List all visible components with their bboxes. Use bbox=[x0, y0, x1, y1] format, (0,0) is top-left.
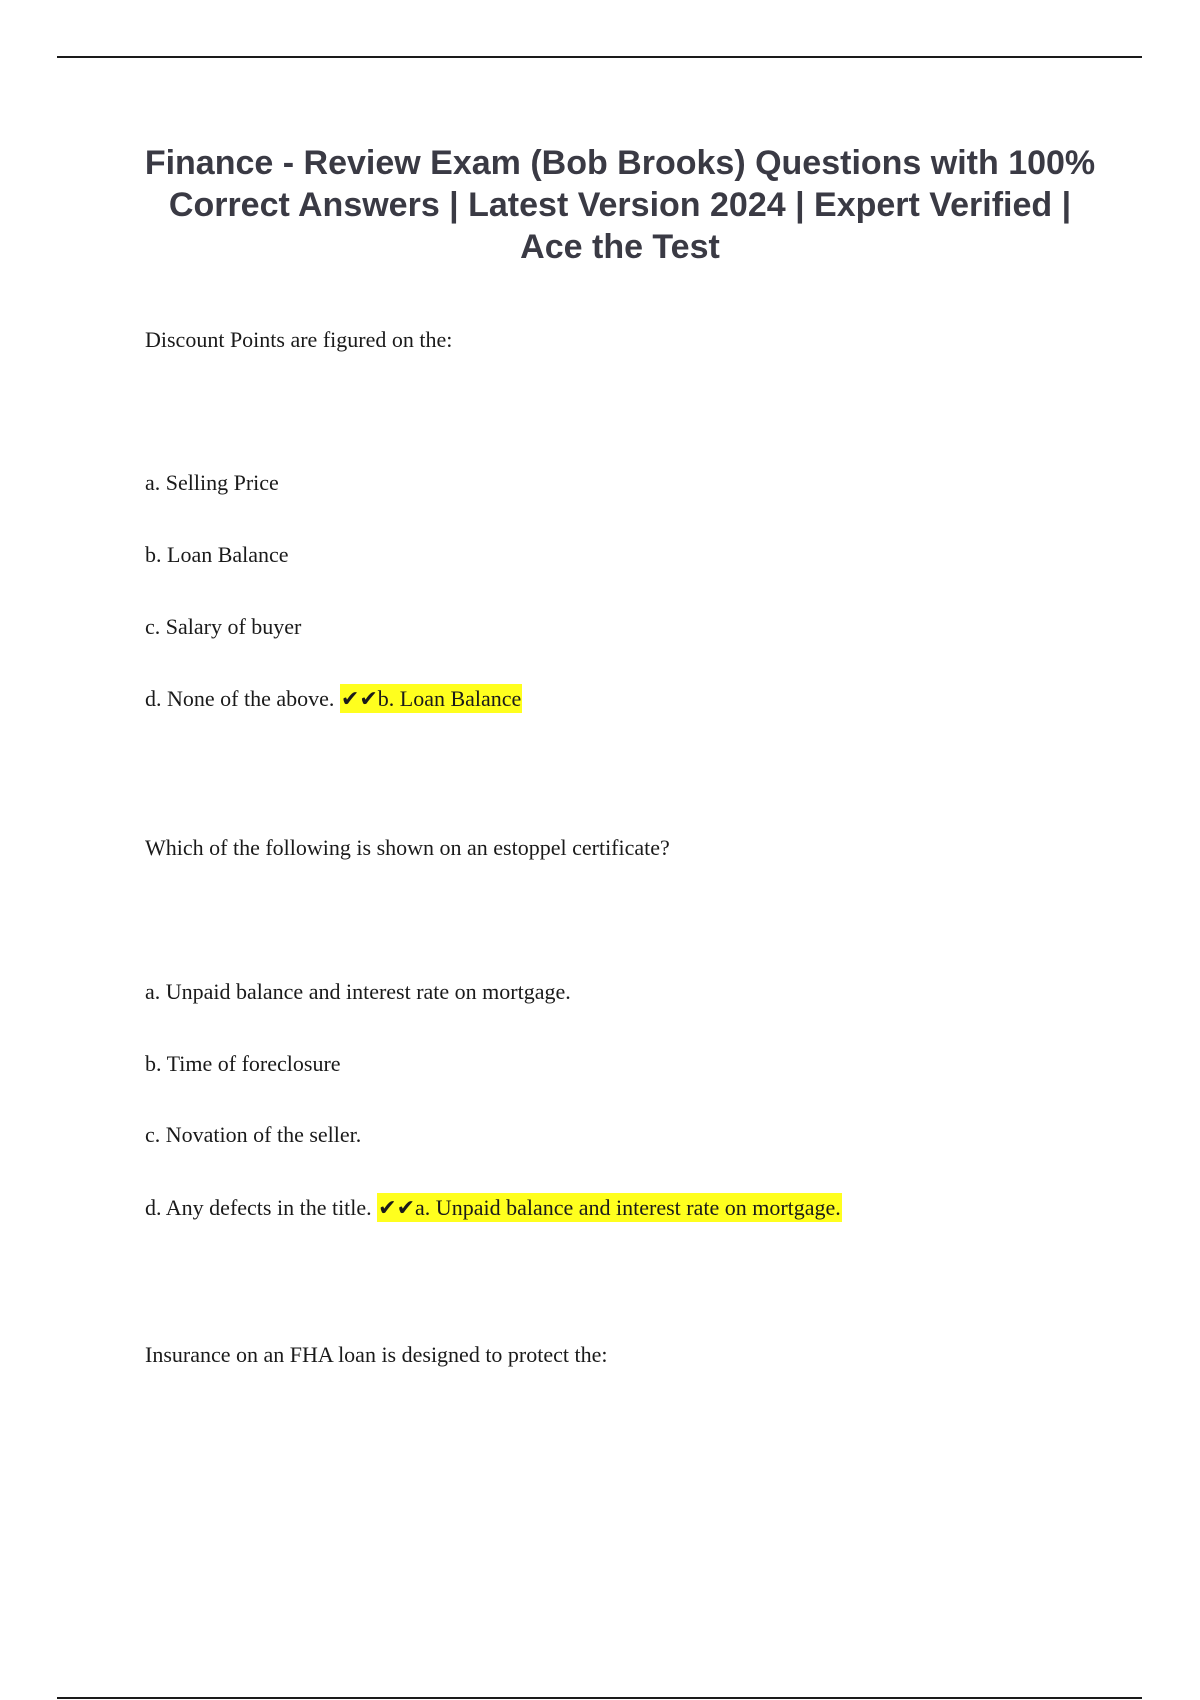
question-1-option-d-line bbox=[145, 685, 522, 713]
question-2-answer-highlight: ✔✔a. Unpaid balance and interest rate on mortgage. bbox=[378, 1195, 841, 1220]
question-1-option-d: d. None of the above. bbox=[145, 686, 335, 711]
question-2-option-d-line bbox=[145, 1194, 842, 1222]
question-1-option-c: c. Salary of buyer bbox=[145, 614, 302, 639]
question-1-answer-highlight: ✔✔b. Loan Balance bbox=[340, 686, 522, 711]
question-1-prompt: Discount Points are figured on the: bbox=[145, 327, 453, 352]
question-1-option-a: a. Selling Price bbox=[145, 470, 279, 495]
question-3-prompt: Insurance on an FHA loan is designed to protect the: bbox=[145, 1342, 608, 1367]
question-1-option-b: b. Loan Balance bbox=[145, 542, 289, 567]
question-2-option-a: a. Unpaid balance and interest rate on mortgage. bbox=[145, 979, 571, 1004]
question-2-option-c: c. Novation of the seller. bbox=[145, 1122, 362, 1147]
bottom-rule bbox=[57, 1697, 1142, 1699]
top-rule bbox=[57, 56, 1142, 58]
question-2-prompt: Which of the following is shown on an estoppel certificate? bbox=[145, 835, 670, 860]
question-2-option-b: b. Time of foreclosure bbox=[145, 1051, 341, 1076]
question-2-option-d: d. Any defects in the title. bbox=[145, 1195, 372, 1220]
document-title: Finance - Review Exam (Bob Brooks) Questions with 100% Correct Answers | Latest Version 2024 | Expert Verified | Ace the Test bbox=[144, 144, 1096, 266]
